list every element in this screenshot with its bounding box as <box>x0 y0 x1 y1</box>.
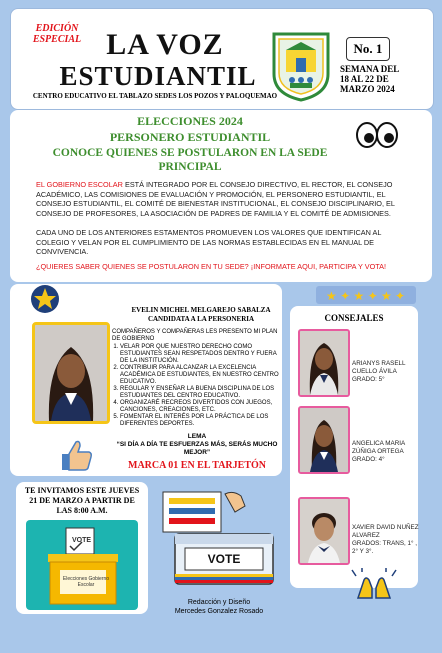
council-member-3 <box>352 524 422 556</box>
council-photo <box>298 497 350 565</box>
candidate-photo <box>32 322 110 424</box>
values-paragraph: CADA UNO DE LOS ANTERIORES ESTAMENTOS PROMUEVEN LOS VALORES QUE IDENTIFICAN AL COLEGIO Y VELAN POR EL CUMPLIMIENTO DE LAS NORMAS ESTABLECIDAS EN EL MANUAL DE CONVIVENCIA. <box>36 228 382 257</box>
thumbs-up-icon <box>58 438 94 472</box>
ballot-box-caption: Elecciones Gobierno Escolar <box>62 576 110 588</box>
school-name: CENTRO EDUCATIVO EL TABLAZO SEDES LOS POZOS Y PALOQUEMAO <box>32 92 278 100</box>
proposals-intro: COMPAÑEROS Y COMPAÑERAS LES PRESENTO MI PLAN DE GOBIERNO <box>112 329 278 342</box>
proposal-item: 2. CONTRIBUIR PARA ALCANZAR LA EXCELENCIA ACADÉMICA DE ESTUDIANTES, EN NUESTRO CENTRO EDUCATIVO. <box>120 365 282 386</box>
motto-text: “SI DÍA A DÍA TE ESFUERZAS MÁS, SERÁS MUCHO MEJOR” <box>116 441 278 456</box>
council-photo <box>298 406 350 474</box>
candidate-motto <box>112 433 282 457</box>
candidate-role: CANDIDATA A LA PERSONERIA <box>147 315 255 323</box>
eyes-icon <box>356 122 398 148</box>
week-line: SEMANA DEL <box>340 64 400 74</box>
school-logo <box>270 30 332 102</box>
council-member-1 <box>352 360 422 384</box>
call-to-action: ¿QUIERES SABER QUIENES SE POSTULARON EN TU SEDE? ¡INFORMATE AQUI, PARTICIPA Y VOTA! <box>36 262 387 271</box>
newspaper-title-line2: ESTUDIANTIL <box>59 61 257 91</box>
proposal-item: 5. FOMENTAR EL INTERÉS POR LA PRÁCTICA DE LOS DIFERENTES DEPORTES. <box>120 414 282 428</box>
school-government-text: ESTÁ INTEGRADO POR EL CONSEJO DIRECTIVO, EL RECTOR, EL CONSEJO ACADÉMICO, LAS COMISIONES DE EVALUACIÓN Y PROMOCIÓN, EL PERSONERO ESTUDIANTIL, EL CONSEJO ESTUDIANTIL, EL COMITÉ DE BIENESTAR INSTITUCIONAL, EL CONSEJO DISCIPLINARIO, EL CONSEJO DE PROFESORES, LA ASOCIACIÓN DE PADRES DE FAMILIA Y EL COMITÉ DE ADMISIONES. <box>36 180 395 218</box>
special-edition-label: EDICIÓN ESPECIAL <box>32 23 82 45</box>
credits <box>150 598 288 616</box>
week-line: 18 AL 22 DE <box>340 74 389 84</box>
member-grade: GRADO: 4° <box>352 456 385 463</box>
issue-week <box>340 64 410 94</box>
proposal-item: 3. REGULAR Y ENSEÑAR LA BUENA DISCIPLINA DE LOS ESTUDIANTES DEL CENTRO EDUCATIVO. <box>120 386 282 400</box>
newspaper-title-line1: LA VOZ <box>106 28 224 61</box>
proposal-item: 4. ORGANIZARÉ RECREOS DIVERTIDOS CON JUEGOS, CANCIONES, CREACIONES, ETC. <box>120 400 282 414</box>
credits-author: Mercedes Gonzalez Rosado <box>174 608 264 615</box>
elections-subheading: PERSONERO ESTUDIANTIL <box>109 130 271 144</box>
council-member-2 <box>352 440 422 464</box>
svg-text:★ ✦ ★ ✦ ★ ✦: ★ ✦ ★ ✦ ★ ✦ <box>326 289 406 303</box>
elections-heading: ELECCIONES 2024 <box>137 114 243 128</box>
member-name: ANGELICA MARIA ZÚÑIGA ORTEGA <box>352 440 405 455</box>
clapping-hands-icon <box>350 568 398 600</box>
member-grade: GRADO: 5° <box>352 376 385 383</box>
invitation-text: TE INVITAMOS ESTE JUEVES 21 DE MARZO A PARTIR DE LAS 8:00 A.M. <box>24 486 140 515</box>
elections-tagline: CONOCE QUIENES SE POSTULARON EN LA SEDE PRINCIPAL <box>52 147 328 173</box>
candidate-header <box>112 306 290 324</box>
candidate-proposals <box>112 329 282 428</box>
member-grade: GRADOS: TRANS, 1° , 2° Y 3°. <box>352 540 418 555</box>
vote-sign: VOTE <box>207 552 241 566</box>
motto-label: LEMA <box>187 433 207 440</box>
proposal-item: 1. VELAR POR QUE NUESTRO DERECHO COMO ESTUDIANTES SEAN RESPETADOS DENTRO Y FUERA DE LA INSTITUCIÓN. <box>120 344 282 365</box>
decor-stars <box>316 284 416 306</box>
member-name: XAVIER DAVID NUÑEZ ALVAREZ <box>352 524 419 539</box>
council-title: CONSEJALES <box>324 313 384 323</box>
star-badge-icon <box>30 284 60 314</box>
ballot-box-illustration <box>26 520 138 610</box>
ballot-number: MARCA 01 EN EL TARJETÓN <box>128 460 266 471</box>
candidate-name: EVELIN MICHEL MELGAREJO SABALZA <box>131 306 271 314</box>
credits-role: Redacción y Diseño <box>187 599 251 606</box>
member-name: ARIANYS RASELL CUELLO ÁVILA <box>352 360 406 375</box>
ballot-label: VOTE <box>72 537 92 544</box>
vote-illustration <box>155 490 283 590</box>
school-government-paragraph <box>36 180 416 218</box>
issue-number: No. 1 <box>346 37 390 61</box>
week-line: MARZO 2024 <box>340 84 395 94</box>
school-government-lead: EL GOBIERNO ESCOLAR <box>36 180 123 189</box>
council-photo <box>298 329 350 397</box>
